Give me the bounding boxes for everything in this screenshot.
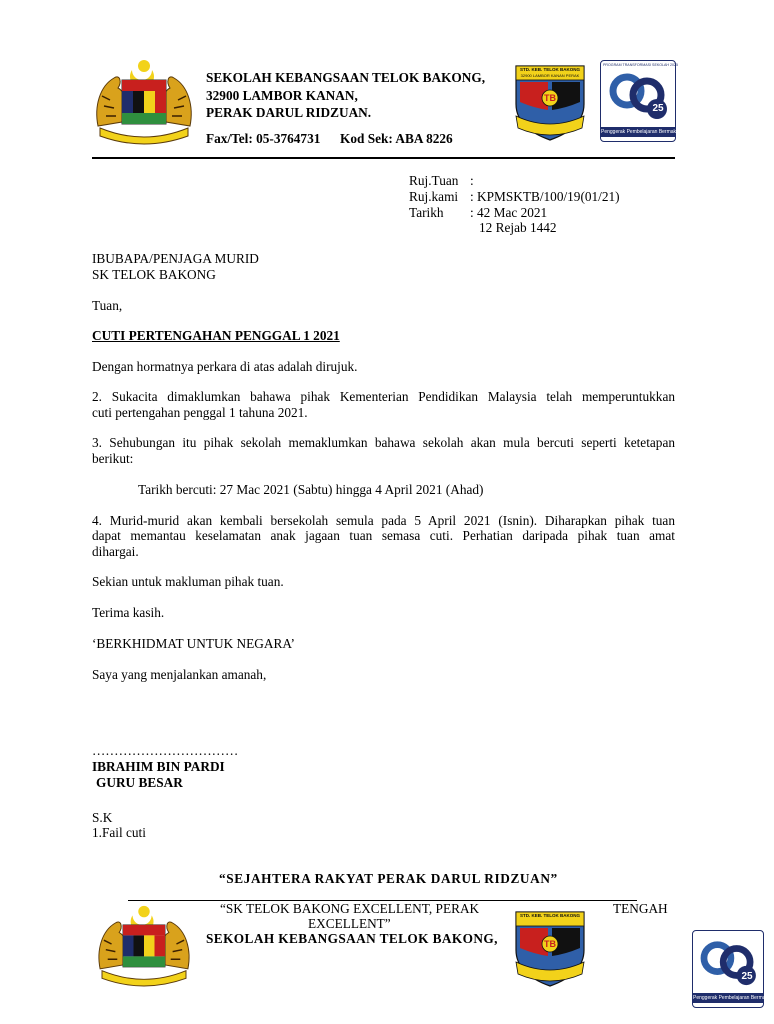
holiday-dates: Tarikh bercuti: 27 Mac 2021 (Sabtu) hingga 4 April 2021 (Ahad): [138, 482, 484, 497]
footer-crest-monogram: TB: [544, 939, 556, 949]
cc-label: S.K: [92, 810, 113, 825]
fax-tel: Fax/Tel: 05-3764731: [206, 131, 321, 146]
ruj-kami-label: Ruj.kami: [409, 189, 459, 204]
footer-excellent-3: EXCELLENT”: [308, 916, 391, 931]
paragraph-1: Dengan hormatnya perkara di atas adalah dirujuk.: [92, 359, 358, 374]
school-code: Kod Sek: ABA 8226: [340, 131, 453, 146]
recipient-line-1: IBUBAPA/PENJAGA MURID: [92, 251, 259, 266]
paragraph-4-line-1: 4. Murid-murid akan kembali bersekolah semula pada 5 April 2021 (Isnin). Diharapkan pihak tuan: [92, 513, 675, 528]
salutation: Tuan,: [92, 298, 123, 313]
motto: ‘BERKHIDMAT UNTUK NEGARA’: [92, 636, 295, 651]
footer-coat-of-arms-logo: [92, 902, 196, 986]
paragraph-2-line-1: 2. Sukacita dimaklumkan bahawa pihak Kementerian Pendidikan Malaysia telah memperuntukkan: [92, 389, 675, 404]
ruj-tuan-sep: :: [470, 173, 474, 188]
closing-line-1: Sekian untuk makluman pihak tuan.: [92, 574, 284, 589]
footer-excellent-2: TENGAH: [613, 901, 668, 916]
program-badge-logo: [600, 60, 682, 142]
subject: CUTI PERTENGAHAN PENGGAL 1 2021: [92, 328, 340, 343]
school-crest-logo: [512, 62, 588, 142]
badge-top-text: PROGRAM TRANSFORMASI SEKOLAH 2025: [603, 63, 679, 67]
footer-program-badge-logo: [692, 930, 774, 1008]
signature-dots: ……………………………: [92, 743, 239, 758]
paragraph-4-line-3: dihargai.: [92, 544, 139, 559]
paragraph-3-line-2: berikut:: [92, 451, 134, 466]
tarikh-value: : 42 Mac 2021: [470, 205, 548, 220]
closing-line-3: Saya yang menjalankan amanah,: [92, 667, 267, 682]
ruj-tuan-label: Ruj.Tuan: [409, 173, 459, 188]
header-divider: [92, 157, 675, 159]
footer-excellent-1: “SK TELOK BAKONG EXCELLENT, PERAK: [220, 901, 480, 916]
crest-label-2: 32900 LAMBOR KANAN PERAK: [520, 73, 580, 78]
signatory-title: GURU BESAR: [96, 775, 183, 790]
footer-crest-label: STD. KEB. TELOK BAKONG: [519, 913, 580, 918]
address-line-2: PERAK DARUL RIDZUAN.: [206, 105, 372, 120]
paragraph-2-line-2: cuti pertengahan penggal 1 tahuna 2021.: [92, 405, 308, 420]
school-name: SEKOLAH KEBANGSAAN TELOK BAKONG,: [206, 70, 486, 85]
ruj-kami-value: : KPMSKTB/100/19(01/21): [470, 189, 620, 204]
footer-school-crest-logo: [512, 908, 588, 988]
badge-number: 25: [652, 103, 664, 114]
footer-school-name: SEKOLAH KEBANGSAAN TELOK BAKONG,: [206, 931, 498, 946]
footer-badge-caption: Penggerak Pembelajaran Bermakna: [693, 995, 774, 1001]
coat-of-arms-logo: [92, 56, 196, 144]
cc-item: 1.Fail cuti: [92, 825, 146, 840]
tarikh-label: Tarikh: [409, 205, 444, 220]
badge-caption: Penggerak Pembelajaran Bermakna: [601, 129, 682, 135]
footer-slogan: “SEJAHTERA RAKYAT PERAK DARUL RIDZUAN”: [219, 871, 558, 886]
address-line-1: 32900 LAMBOR KANAN,: [206, 88, 358, 103]
paragraph-4-line-2: dapat memantau keselamatan anak jagaan tuan semasa cuti. Perhatian daripada pihak tuan amat: [92, 528, 675, 543]
crest-monogram: TB: [544, 93, 556, 103]
signatory-name: IBRAHIM BIN PARDI: [92, 759, 225, 774]
paragraph-3-line-1: 3. Sehubungan itu pihak sekolah memaklumkan bahawa sekolah akan mula bercuti seperti ketetapan: [92, 435, 675, 450]
footer-badge-number: 25: [741, 971, 753, 982]
tarikh-hijri: 12 Rejab 1442: [479, 220, 557, 235]
crest-label: STD. KEB. TELOK BAKONG: [519, 67, 580, 72]
closing-line-2: Terima kasih.: [92, 605, 165, 620]
recipient-line-2: SK TELOK BAKONG: [92, 267, 216, 282]
